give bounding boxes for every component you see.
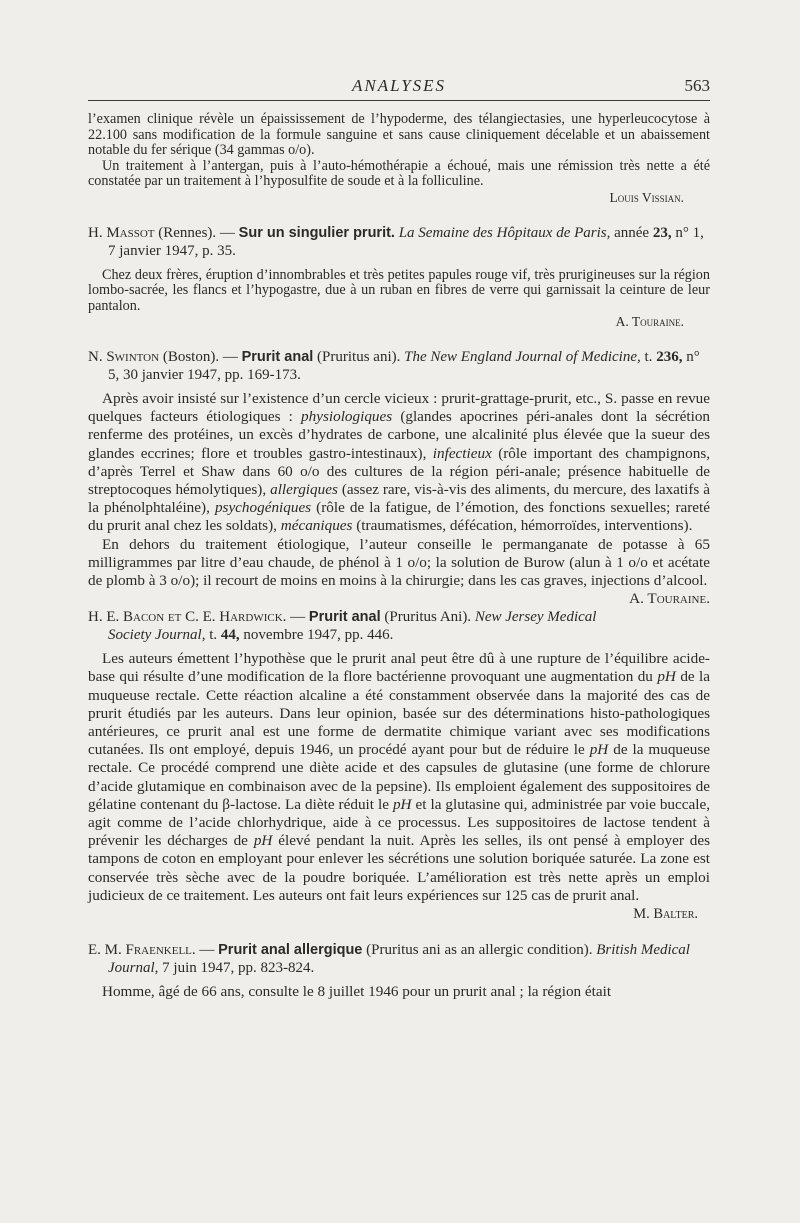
page-number: 563 — [684, 76, 710, 95]
author: H. Massot — [88, 224, 155, 241]
paragraph: l’examen clinique révèle un épaississement de l’hypoderme, des télangiectasies, une hyperleucocytose à 22.100 sans modification de la formule sanguine et sans cause cliniquement décelable et un abaissement notable du fer sérique (34 gammas o/o). — [88, 111, 710, 159]
text-run: (glandes apocrines péri-anales dont la sécrétion renferme des protéines, un excès d’hydrates de carbone, une alcalinité plus élevée que la sueur des glandes eccrines; flore et troubles gastro-intestinaux), — [88, 408, 711, 462]
volume: 236, — [656, 348, 683, 365]
italic-term: mécaniques — [280, 517, 353, 535]
text-run: (rôle important des champignons, d’après Terrel et Shaw dans 60 o/o des cultures de la région péri-anale; présence habituelle de streptocoques hémolytiques), — [88, 444, 711, 498]
journal-name: British Medical Journal, — [108, 942, 690, 977]
year-label: année — [614, 224, 650, 241]
author-location: (Boston). — — [162, 348, 238, 365]
page-content — [88, 112, 710, 1001]
text-run: de la muqueuse rectale. Ce procédé comprend une diète acide et des capsules de glutasine (une forme de chlorure d’acide glutamique en combinaison avec de la pepsine). Ils emploient également des suppositoires de gélatine contenant du β-lactose. La diète réduit le — [88, 741, 711, 813]
text-run: (traumatismes, défécation, hémorroïdes, interventions). — [356, 517, 693, 535]
text-run: Après avoir insisté sur l’existence d’un cercle vicieux : prurit-grattage-prurit, etc., S. passe en revue quelques facteurs étiologiques : — [88, 389, 710, 426]
article-subtitle: (Pruritus Ani). — [384, 609, 472, 626]
italic-term: pH — [392, 795, 412, 813]
text-run: de la muqueuse rectale. Cette réaction alcaline a été constamment observée dans la majorité des cas de prurit étudiés par les auteurs. Dans leur opinion, basée sur des déterminations histo-pathologiques antérieures, ce prurit anal est une forme de dermatite chimique variant avec ses modifications cutanées. Ils ont employé, depuis 1946, un procédé ayant pour but de réduire le — [88, 668, 711, 759]
tome-label: t. — [644, 348, 653, 365]
paragraph: Chez deux frères, éruption d’innombrables et très petites papules rouge vif, très prurigineuses sur la région lombo-sacrée, les flancs et l’hypogastre, due à un ruban en fibres de verre qui garnissait la ceinture de leur pantalon. — [88, 266, 710, 314]
paragraph: Homme, âgé de 66 ans, consulte le 8 juillet 1946 pour un prurit anal ; la région était — [102, 983, 612, 1001]
dash: — — [199, 942, 215, 959]
running-title: ANALYSES — [351, 76, 447, 95]
italic-term: pH — [657, 668, 676, 686]
issue-details: n° 1, 7 janvier 1947, p. 35. — [108, 224, 704, 259]
italic-term: pH — [589, 741, 609, 759]
text-run: (assez rare, vis-à-vis des aliments, du mercure, des laxatifs à la phénolphtaléine), — [88, 480, 711, 517]
text-run: (rôle de la fatigue, de l’émotion, des fonctions sexuelles; rareté du prurit anal chez les soldats), — [88, 499, 711, 535]
abstract-body — [88, 389, 711, 608]
author-location: (Rennes). — — [158, 224, 235, 241]
signature: Louis Vissian. — [609, 189, 684, 205]
abstract-body — [88, 650, 710, 905]
italic-term: psychogéniques — [214, 499, 312, 517]
article-subtitle: (Pruritus ani as an allergic condition). — [366, 942, 593, 959]
issue-details: novembre 1947, pp. 446. — [243, 627, 394, 644]
article-title: Prurit anal — [241, 348, 314, 365]
issue-details: 7 juin 1947, pp. 823-824. — [162, 960, 315, 977]
text-run: et la glutasine qui, administrée par voie buccale, agit comme de l’acide chlorhydrique, aide à ce processus. Les suppositoires de lactose tendent à prévenir les décharges de — [88, 795, 711, 850]
signature: M. Balter. — [633, 906, 698, 923]
page-header — [88, 74, 710, 101]
reference-entry — [88, 348, 710, 384]
abstract-body — [88, 983, 710, 1001]
paragraph — [88, 390, 710, 536]
abstract-continuation — [88, 112, 710, 190]
reference-entry — [88, 608, 710, 644]
reference-entry — [88, 941, 710, 977]
abstract-body — [88, 268, 710, 315]
reference-entry — [88, 224, 710, 260]
journal-name: The New England Journal of Medicine, — [404, 348, 641, 365]
journal-name: La Semaine des Hôpitaux de Paris, — [398, 224, 611, 241]
issue-details: n° 5, 30 janvier 1947, pp. 169-173. — [108, 348, 700, 383]
text-run: En dehors du traitement étiologique, l’auteur conseille le permanganate de potasse à 65 milligrammes par litre d’eau chaude, de phénol à 1 o/o; la solution de Burow (alun à 1 o/o et acétate de plomb à 3 o/o); il recourt de moins en moins à la chirurgie; dans les cas graves, injections d’alcool. — [88, 535, 710, 589]
article-title: Sur un singulier prurit. — [238, 224, 395, 241]
article-title: Prurit anal allergique — [218, 942, 363, 959]
article-title: Prurit anal — [308, 609, 381, 626]
text-run: élevé pendant la nuit. Après les selles, ils ont pensé à employer des tampons de coton en employant pour enlever les sécrétions une solution boriquée saturée. La zone est conservée très sèche avec de la poudre boriquée. L’amélioration est très nette après un emploi judicieux de ce traitement. Les auteurs ont fait leurs expériences sur 125 cas de prurit anal. — [88, 832, 711, 904]
tome-label: t. — [209, 627, 218, 644]
volume: 23, — [652, 224, 672, 241]
italic-term: infectieux — [432, 444, 492, 462]
paragraph — [88, 535, 710, 608]
volume: 44, — [220, 627, 240, 644]
signature: A. Touraine. — [615, 314, 684, 330]
italic-term: allergiques — [270, 480, 338, 498]
text-run: Les auteurs émettent l’hypothèse que le prurit anal peut être dû à une rupture de l’équilibre acide-base qui résulte d’une modification de la flore bactérienne provoquant une augmentation du — [88, 650, 710, 686]
paragraph: Un traitement à l’antergan, puis à l’auto-hémothérapie a échoué, mais une rémission très nette a été constatée par un traitement à l’hyposulfite de soude et à la folliculine. — [88, 157, 710, 190]
author: N. Swinton — [88, 348, 160, 365]
journal-name: New Jersey Medical Society Journal, — [108, 609, 597, 644]
italic-term: physiologiques — [301, 408, 393, 426]
dash: — — [290, 609, 306, 626]
article-subtitle: (Pruritus ani). — [317, 348, 401, 365]
author: E. M. Fraenkell. — [88, 942, 196, 959]
italic-term: pH — [253, 832, 273, 850]
paragraph — [88, 650, 710, 905]
signature: A. Touraine. — [629, 590, 710, 608]
author: H. E. Bacon et C. E. Hardwick. — [88, 609, 287, 626]
